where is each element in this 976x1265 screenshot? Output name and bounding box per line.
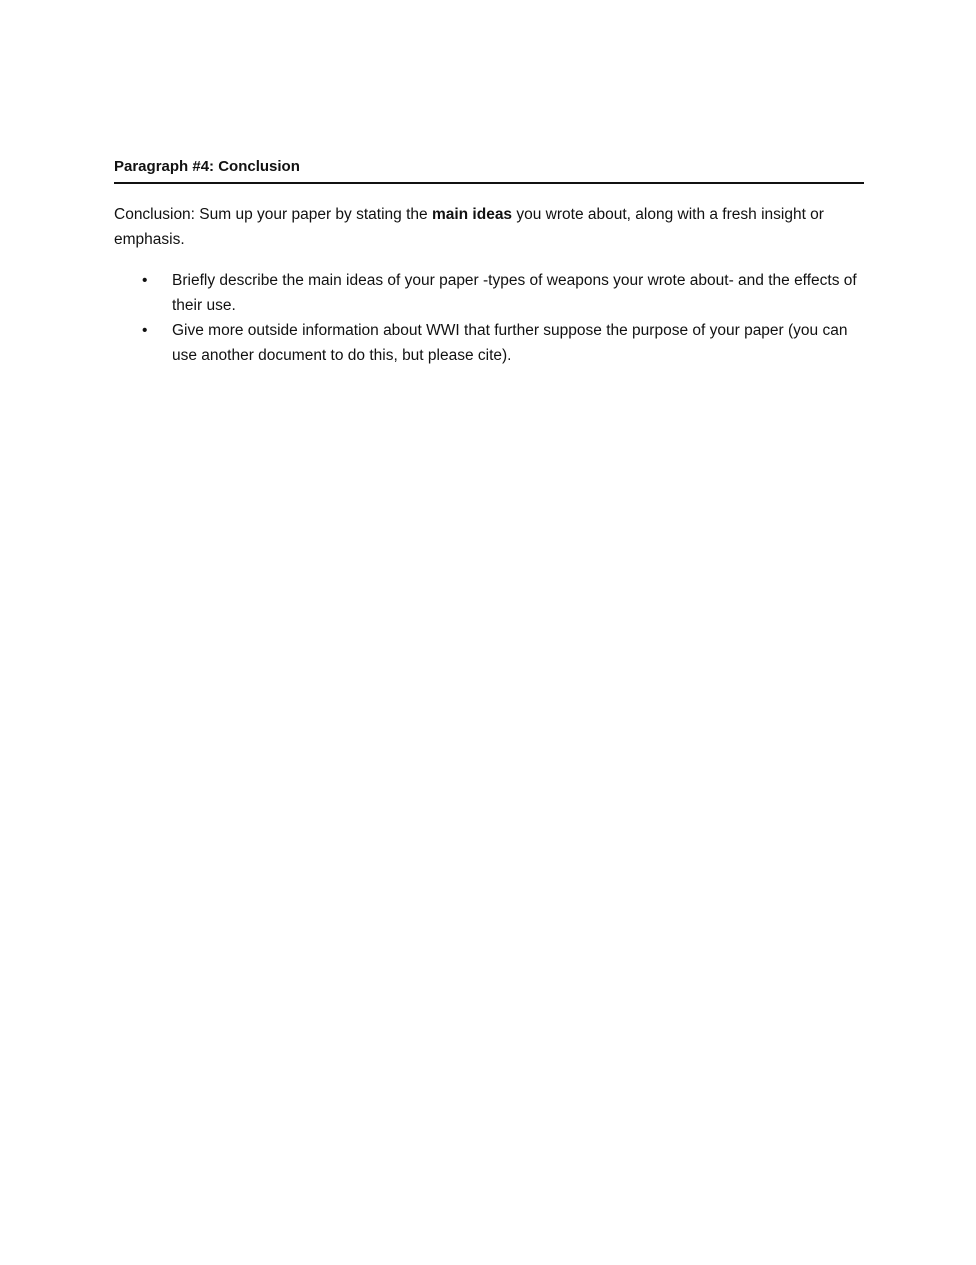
bullet-marker: • <box>142 322 148 339</box>
bullet-item-describe <box>114 268 864 318</box>
conclusion-section <box>114 156 864 368</box>
intro-text-end: you wrote about, along with a fresh insight or emphasis. <box>114 206 824 248</box>
section-heading: Paragraph #4: Conclusion <box>114 158 300 175</box>
bullet-item-outside-info <box>114 318 864 368</box>
bullet-text: Briefly describe the main ideas of your paper -types of weapons your wrote about- and the effects of their use. <box>172 272 857 314</box>
bullet-list <box>114 268 864 368</box>
bullet-text: Give more outside information about WWI that further suppose the purpose of your paper (you can use another document to do this, but please cite). <box>172 322 848 364</box>
intro-paragraph <box>114 202 864 252</box>
bullet-marker: • <box>142 272 148 289</box>
intro-text-start: Conclusion: Sum up your paper by stating the <box>114 206 432 223</box>
intro-bold-text: main ideas <box>431 206 513 223</box>
heading-rule <box>114 182 864 184</box>
